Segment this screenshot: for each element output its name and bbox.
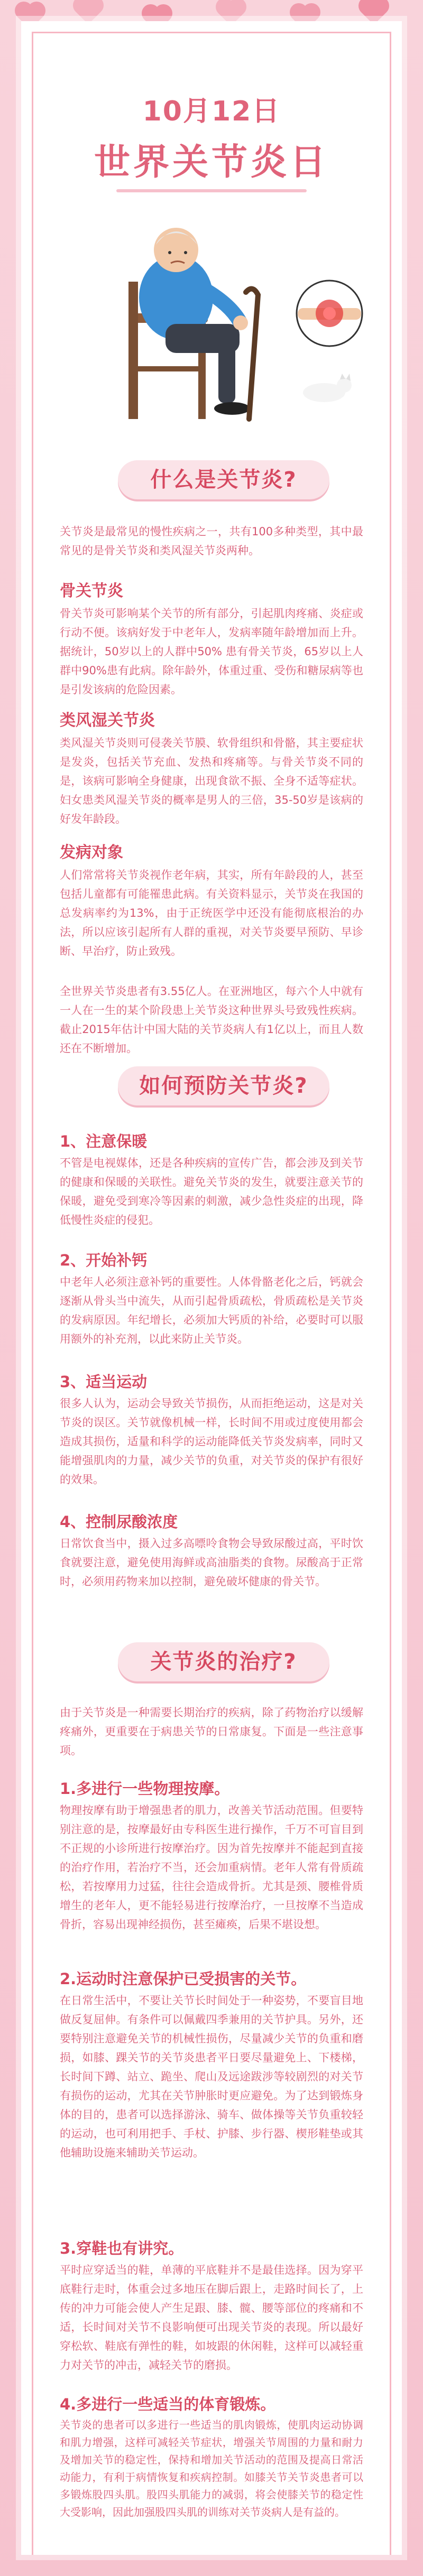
prevent-item-title: 2、开始补钙 <box>60 1251 148 1269</box>
title-underline <box>116 189 307 192</box>
section3-intro: 由于关节炎是一种需要长期治疗的疾病，除了药物治疗以缓解疼痛外，更重要在于病患关节的日常康复。下面是一些注意事项。 <box>60 1706 363 1757</box>
treat-item-text: 在日常生活中，不要让关节长时间处于一种姿势，不要盲目地做反复屈伸。有条件可以佩戴四季兼用的关节护具。另外，还要特别注意避免关节的机械性损伤，尽量减少关节的负重和磨损，如膝、踝关节的关节炎患者平日要尽量避免上、下楼梯，长时间下蹲、站立、跪坐、爬山及远途跋涉等较剧烈的对关节有损伤的运动，尤其在关节肿胀时更应避免。为了达到锻炼身体的目的，患者可以选择游泳、骑车、做体操等关节负重较轻的运动，也可利用把手、手杖、护膝、步行器、楔形鞋垫或其他辅助设施来辅助关节运动。 <box>60 1994 363 2159</box>
painful-knee-joint-icon <box>297 281 362 346</box>
ra-heading: 类风湿关节炎 <box>60 711 155 730</box>
oa-heading: 骨关节炎 <box>60 582 123 600</box>
treat-item-title: 3.穿鞋也有讲究。 <box>60 2239 184 2257</box>
prevent-item-text: 中老年人必须注意补钙的重要性。人体骨骼老化之后，钙就会逐渐从骨头当中流失，从而引起骨质疏松，骨质疏松是关节炎的发病原因。年纪增长，必须加大钙质的补给，必要时可以服用额外的补充剂，以此来防止关节炎。 <box>60 1276 363 1345</box>
prevent-item-text: 日常饮食当中，摄入过多高嘌呤食物会导致尿酸过高，平时饮食就要注意，避免使用海鲜或高油脂类的食物。尿酸高于正常时，必须用药物来加以控制，避免破坏健康的骨关节。 <box>60 1537 363 1588</box>
prevent-item-text: 很多人认为，运动会导致关节损伤，从而拒绝运动，这是对关节炎的误区。关节就像机械一样，长时间不用或过度使用都会造成其损伤，适量和科学的运动能降低关节炎发病率，同时又能增强肌肉的力量，减少关节的负重，对关节炎的保护有很好的效果。 <box>60 1397 363 1486</box>
date-title: 10月12日 <box>142 96 281 127</box>
treat-item-text: 平时应穿适当的鞋，单薄的平底鞋并不是最佳选择。因为穿平底鞋行走时，体重会过多地压在脚后跟上，走路时间长了，上传的冲力可能会使人产生足跟、膝、髋、腰等部位的疼痛和不适，长时间对关节不良影响便可出现关节炎的表现。所以最好穿松软、鞋底有弹性的鞋，如坡跟的休闲鞋，这样可以减轻重力对关节的冲击，减轻关节的磨损。 <box>60 2264 363 2372</box>
treat-item-title: 4.多进行一些适当的体育锻炼。 <box>60 2395 276 2413</box>
target-heading: 发病对象 <box>60 843 123 862</box>
prevent-item-text: 不管是电视媒体，还是各种疾病的宣传广告，都会涉及到关节的健康和保暖的关联性。避免关节炎的发生，就要注意关节的保暖，避免受到寒冷等因素的刺激，减少急性炎症的出现，降低慢性炎症的侵犯。 <box>60 1157 363 1226</box>
title-block <box>33 89 390 192</box>
section1-intro: 关节炎是最常见的慢性疾病之一，共有100多种类型，其中最常见的是骨关节炎和类风湿关节炎两种。 <box>60 525 363 557</box>
treat-item-title: 2.运动时注意保护已受损害的关节。 <box>60 1970 307 1988</box>
treat-item-title: 1.多进行一些物理按摩。 <box>60 1780 230 1798</box>
target-text: 人们常常将关节炎视作老年病，其实，所有年龄段的人，甚至包括儿童都有可能罹患此病。有关资料显示，关节炎在我国的总发病率约为13%，由于正统医学中还没有能彻底根治的办法，所以应该引起所有人群的重视，对关节炎要早预防、早诊断、早治疗，防止致残。 <box>60 869 363 957</box>
section-heading-treatment: 关节炎的治疗? <box>118 1642 329 1681</box>
ra-text: 类风湿关节炎则可侵袭关节膜、软骨组织和骨骼，其主要症状是发炎，包括关节充血、发热和疼痛等。与骨关节炎不同的是，该病可影响全身健康，出现食欲不振、全身不适等症状。妇女患类风湿关节炎的概率是男人的三倍，35-50岁是该病的好发年龄段。 <box>60 737 363 825</box>
content-card <box>21 21 402 2555</box>
page-title: 世界关节炎日 <box>94 142 329 183</box>
prevent-item-title: 3、适当运动 <box>60 1373 148 1391</box>
card-border <box>32 32 391 2555</box>
treat-item-text: 物理按摩有助于增强患者的肌力，改善关节活动范围。但要特别注意的是，按摩最好由专科医生进行操作，千万不可盲目到不正规的小诊所进行按摩治疗。因为首先按摩并不能起到直接的治疗作用，若治疗不当，还会加重病情。老年人常有骨质疏松，若按摩用力过猛，往往会造成骨折。尤其是颈、腰椎骨质增生的老年人，更不能轻易进行按摩治疗，一旦按摩不当造成骨折，容易出现神经损伤，甚至瘫痪，后果不堪设想。 <box>60 1804 363 1931</box>
cat-icon <box>303 374 352 402</box>
section-heading-prevent: 如何预防关节炎? <box>118 1066 329 1105</box>
illustration <box>107 208 382 440</box>
oa-text: 骨关节炎可影响某个关节的所有部分，引起肌肉疼痛、炎症或行动不便。该病好发于中老年人，发病率随年龄增加而上升。据统计，50岁以上的人群中50% 患有骨关节炎，65岁以上人群中90%患有此病。除年龄外，体重过重、受伤和糖尿病等也是引发该病的危险因素。 <box>60 607 363 696</box>
elderly-man-with-cane-icon <box>128 228 258 419</box>
prevent-item-title: 1、注意保暖 <box>60 1132 148 1150</box>
treat-item-text: 关节炎的患者可以多进行一些适当的肌肉锻炼，使肌肉运动协调和肌力增强，这样可减轻关节症状，增强关节周围的力量和耐力及增加关节的稳定性，保持和增加关节活动的范围及提高日常活动能力，有利于病情恢复和疾病控制。如膝关节关节炎患者可以多锻炼股四头肌。股四头肌能力的减弱，将会使膝关节的稳定性大受影响，因此加强股四头肌的训练对关节炎病人是有益的。 <box>60 2419 363 2518</box>
stats-text: 全世界关节炎患者有3.55亿人。在亚洲地区，每六个人中就有一人在一生的某个阶段患上关节炎这种世界头号致残性疾病。截止2015年估计中国大陆的关节炎病人有1亿以上，而且人数还在不断增加。 <box>60 985 363 1055</box>
section-heading-what: 什么是关节炎? <box>118 460 329 499</box>
prevent-item-title: 4、控制尿酸浓度 <box>60 1513 178 1531</box>
